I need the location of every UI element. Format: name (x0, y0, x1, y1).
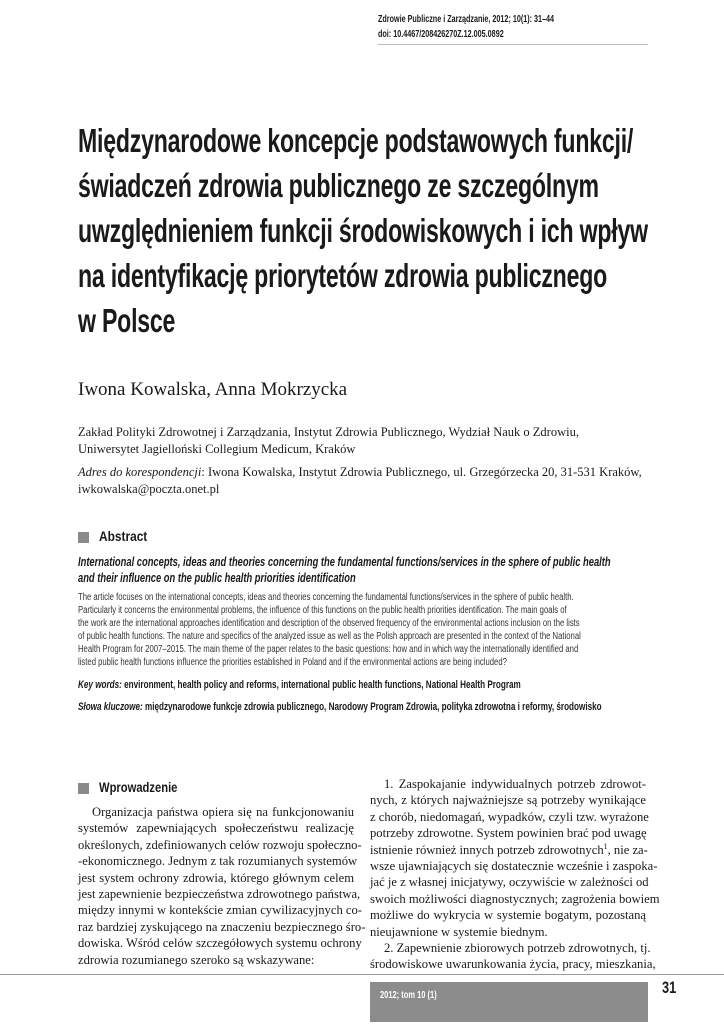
keywords-en (78, 679, 676, 691)
text-line-with-footnote: istnienie również innych potrzeb zdrowotnych$^1$, nie za- (370, 841, 648, 857)
keywords-pl (78, 701, 724, 713)
text-line: systemów zapewniających społeczeństwu realizację (78, 821, 354, 836)
title-line: na identyfikację priorytetów zdrowia publicznego (78, 257, 608, 294)
abstract-line: listed public health functions influence the priorities established in Poland and if the environmental actions are being included? (78, 657, 507, 668)
text-line: możliwe do wykrycia w systemie bogatym, pozostaną (370, 908, 646, 923)
article-title (78, 118, 724, 343)
keywords-pl-text: międzynarodowe funkcje zdrowia publicznego, Narodowy Program Zdrowia, polityka zdrowotna i reformy, środowisko (142, 701, 602, 713)
correspondence-label: Adres do korespondencji (78, 465, 202, 479)
affiliation-line: Zakład Polityki Zdrowotnej i Zarządzania, Instytut Zdrowia Publicznego, Wydział Nauk o Zdrowiu, (78, 425, 579, 439)
abstract-subtitle (78, 554, 724, 586)
abstract-body (78, 591, 724, 669)
abstract-line: the work are the international approaches identification and description of the observed frequency of the environmental actions inclusion on the lists (78, 618, 580, 629)
text-line: jest zapewnienie bezpieczeństwa zdrowotnego państwa, (78, 886, 361, 901)
text-line: Organizacja państwa opiera się na funkcjonowaniu (92, 805, 354, 819)
text-line: z chorób, niedomagań, wypadków, czyli tzw. wyrażone (370, 809, 649, 824)
text-line: między innymi w kontekście zmian cywilizacyjnych co- (78, 903, 362, 918)
intro-column-right (370, 776, 660, 973)
affiliation (78, 424, 648, 458)
keywords-pl-label: Słowa kluczowe: (78, 701, 143, 713)
title-line: świadczeń zdrowia publicznego ze szczególnym (78, 167, 599, 204)
text-line: jać je z własnej inicjatywy, oczywiście w zależności od (370, 875, 649, 890)
journal-header (378, 12, 623, 42)
abstract-line: The article focuses on the international concepts, ideas and theories concerning the fundamental functions/services in the sphere of public health. (78, 592, 574, 603)
abstract-line: of public health functions. The nature and specifics of the analyzed issue as well as the Polish approach are presented in the context of the National (78, 631, 581, 642)
text-line: określonych, zdefiniowanych celów rozwoju społeczno- (78, 837, 362, 852)
correspondence-address: : Iwona Kowalska, Instytut Zdrowia Publicznego, ul. Grzegórzecka 20, 31-531 Kraków, (201, 465, 642, 479)
text-line: potrzeby zdrowotne. System powinien brać pod uwagę (370, 826, 647, 841)
text-line: swoich możliwości diagnostycznych; zagrożenia bowiem (370, 891, 660, 906)
text-line: nych, z których najważniejsze są potrzeby wynikające (370, 793, 646, 808)
text-line: raz bardziej zyskującego na znaczeniu bezpiecznego śro- (78, 919, 366, 934)
journal-citation: Zdrowie Publiczne i Zarządzanie, 2012; 10(1): 31–44 (378, 14, 555, 25)
section-square-icon (78, 532, 89, 543)
abstract-subtitle-line: and their influence on the public health priorities identification (78, 570, 356, 585)
footer-rule (0, 974, 724, 975)
text-line: dowiska. Wśród celów szczegółowych systemu ochrony (78, 936, 362, 951)
footer-issue: 2012; tom 10 (1) (380, 990, 437, 1001)
doi: doi: 10.4467/208426270Z.12.005.0892 (378, 29, 504, 40)
header-rule (378, 44, 648, 45)
intro-column-left (78, 804, 366, 968)
authors: Iwona Kowalska, Anna Mokrzycka (78, 379, 348, 400)
abstract-heading: Abstract (78, 528, 156, 544)
text-line: wsze ujawniających się dostatecznie wcześnie i zaspoka- (370, 858, 658, 873)
keywords-en-label: Key words: (78, 679, 122, 691)
text-line: -ekonomicznego. Jednym z tak rozumianych systemów (78, 854, 358, 869)
text-line: 2. Zapewnienie zbiorowych potrzeb zdrowotnych, tj. (384, 940, 651, 955)
correspondence-email: iwkowalska@poczta.onet.pl (78, 482, 220, 496)
title-line: Międzynarodowe koncepcje podstawowych funkcji/ (78, 122, 634, 159)
abstract-line: Health Program for 2007–2015. The main theme of the paper relates to the basic questions: how and in which way the internationally identified and (78, 644, 579, 655)
title-line: w Polsce (78, 302, 176, 339)
page-number: 31 (662, 978, 677, 997)
text-line: jest system ochrony zdrowia, którego głównym celem (78, 870, 354, 885)
section-square-icon (78, 783, 89, 794)
text-line: 1. Zaspokajanie indywidualnych potrzeb zdrowot- (384, 777, 646, 791)
correspondence (78, 464, 658, 498)
affiliation-line: Uniwersytet Jagielloński Collegium Medicum, Kraków (78, 442, 356, 456)
intro-heading: Wprowadzenie (78, 779, 197, 795)
footnote-marker: 1 (603, 841, 608, 851)
title-line: uwzględnieniem funkcji środowiskowych i ich wpływ (78, 212, 648, 249)
abstract-line: Particularly it concerns the environmental problems, the influence of this functions on the public health priorities identification. The main goals of (78, 605, 567, 616)
keywords-en-text: environment, health policy and reforms, international public health functions, National Health Program (121, 679, 521, 691)
text-line: nieujawnione w systemie biednym. (370, 924, 548, 939)
abstract-subtitle-line: International concepts, ideas and theories concerning the fundamental functions/services in the sphere of public health (78, 554, 611, 569)
text-line: środowiskowe uwarunkowania życia, pracy, mieszkania, (370, 957, 656, 972)
footer-bar (370, 982, 648, 1022)
text-line: zdrowia rozumianego szeroko są wskazywane: (78, 952, 315, 967)
